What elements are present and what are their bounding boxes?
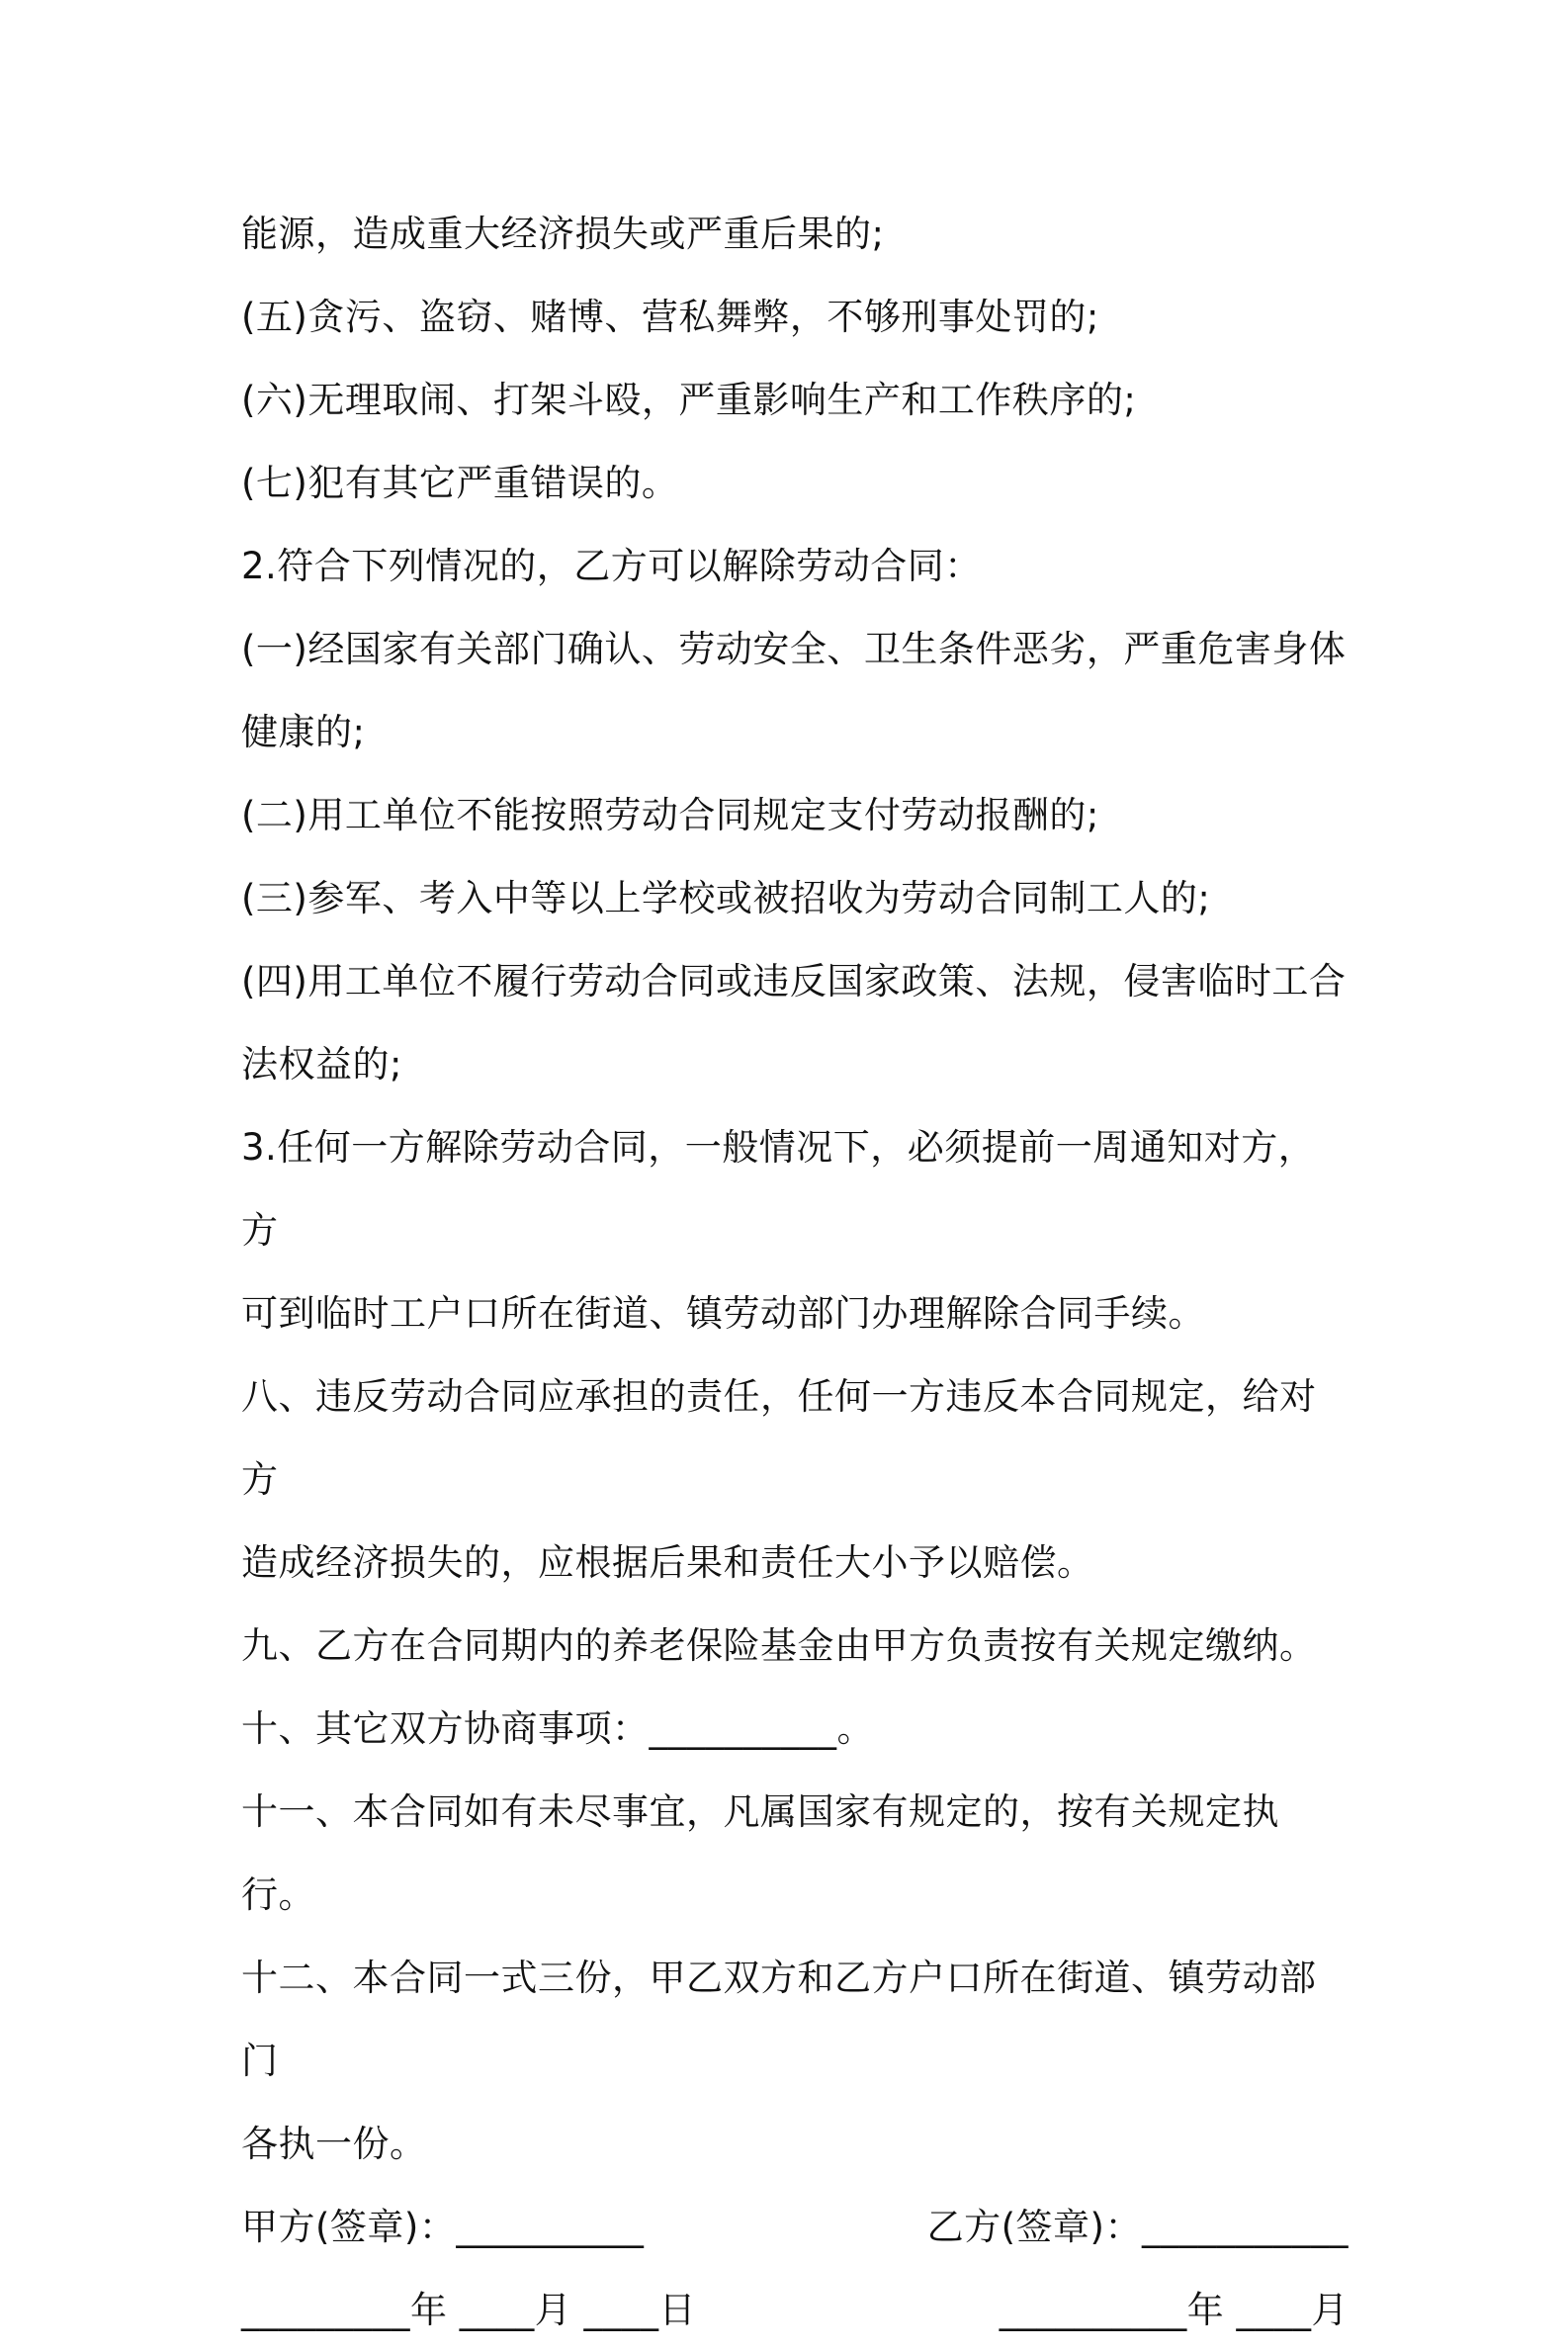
- paragraph-line: 造成经济损失的，应根据后果和责任大小予以赔偿。: [241, 1541, 1094, 1584]
- paragraph-line: 2.符合下列情况的，乙方可以解除劳动合同：: [241, 545, 982, 587]
- party-a-date: _________年 ____月 ____日: [241, 2289, 697, 2331]
- paragraph-line: 能源，造成重大经济损失或严重后果的;: [241, 213, 885, 255]
- paragraph-line: 十二、本合同一式三份，甲乙双方和乙方户口所在街道、镇劳动部门: [241, 1957, 1317, 2082]
- paragraph-line: 可到临时工户口所在街道、镇劳动部门办理解除合同手续。: [241, 1292, 1205, 1335]
- paragraph-line: 3.任何一方解除劳动合同，一般情况下，必须提前一周通知对方，方: [241, 1126, 1316, 1252]
- paragraph-line: 九、乙方在合同期内的养老保险基金由甲方负责按有关规定缴纳。: [241, 1624, 1317, 1667]
- party-a-signature: 甲方(签章)：__________: [241, 2206, 645, 2248]
- date-row: [241, 2269, 1349, 2352]
- paragraph-line: (三)参军、考入中等以上学校或被招收为劳动合同制工人的;: [241, 877, 1211, 919]
- paragraph-line: (二)用工单位不能按照劳动合同规定支付劳动报酬的;: [241, 794, 1099, 836]
- paragraph-line: 健康的;: [241, 711, 366, 753]
- paragraph-line: 法权益的;: [241, 1043, 402, 1086]
- paragraph-line: (四)用工单位不履行劳动合同或违反国家政策、法规，侵害临时工合: [241, 960, 1347, 1002]
- paragraph-line: 十、其它双方协商事项：__________。: [241, 1707, 874, 1750]
- contract-body: [241, 193, 1349, 2352]
- paragraph-line: 十一、本合同如有未尽事宜，凡属国家有规定的，按有关规定执行。: [241, 1790, 1279, 1916]
- party-b-date: __________年 ____月: [999, 2289, 1349, 2331]
- paragraph-line: (一)经国家有关部门确认、劳动安全、卫生条件恶劣，严重危害身体: [241, 628, 1347, 670]
- paragraph-line: 各执一份。: [241, 2123, 427, 2165]
- paragraph-line: 八、违反劳动合同应承担的责任，任何一方违反本合同规定，给对方: [241, 1375, 1317, 1501]
- paragraph-line: (七)犯有其它严重错误的。: [241, 462, 679, 504]
- paragraph-line: (六)无理取闹、打架斗殴，严重影响生产和工作秩序的;: [241, 379, 1137, 421]
- party-b-signature: 乙方(签章)：___________: [926, 2206, 1349, 2248]
- signature-row: [241, 2186, 1349, 2269]
- paragraph-line: (五)贪污、盗窃、赌博、营私舞弊，不够刑事处罚的;: [241, 296, 1099, 338]
